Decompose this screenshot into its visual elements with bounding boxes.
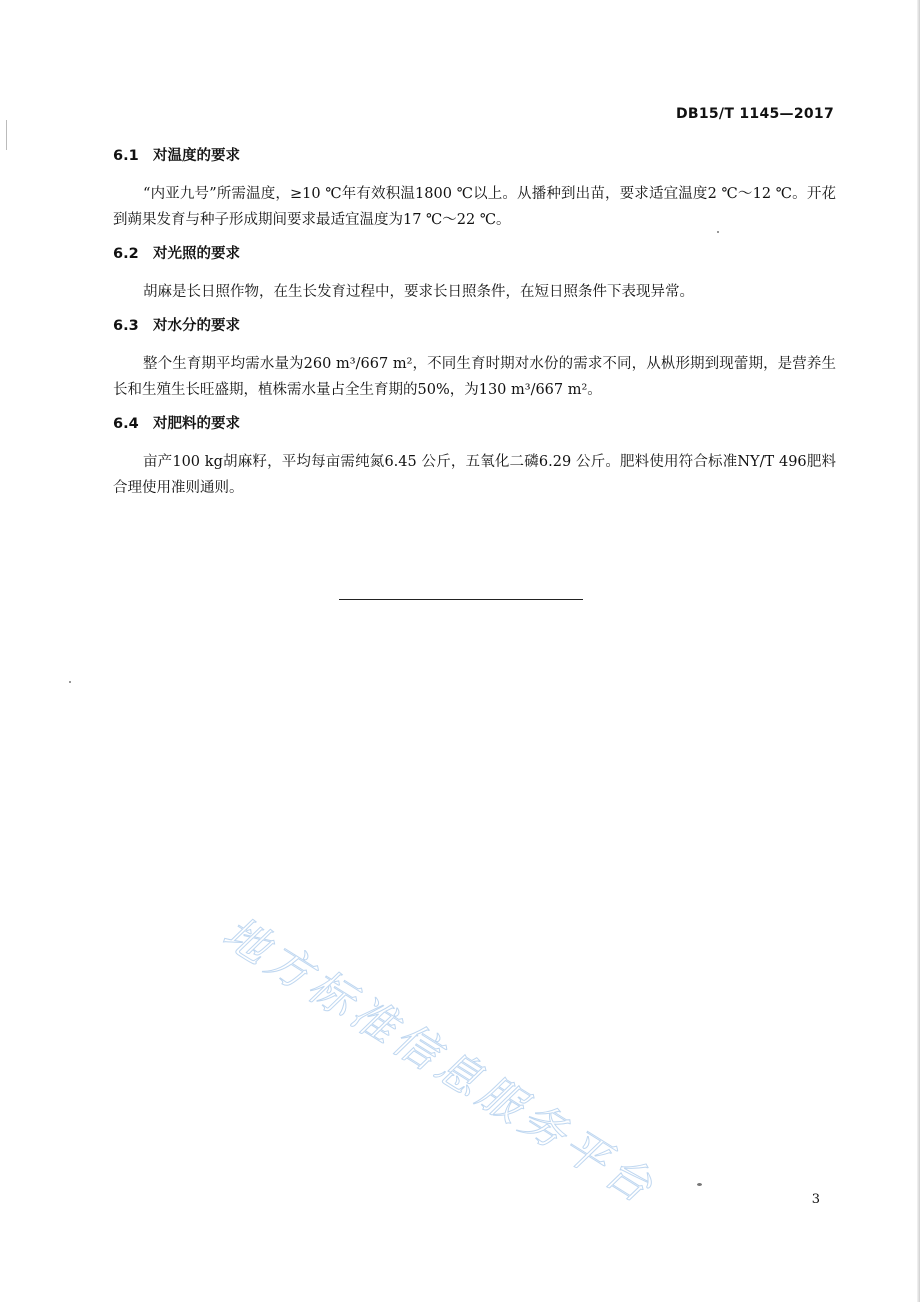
watermark: 地方标准信息服务平台 bbox=[214, 907, 666, 1216]
section-heading bbox=[113, 414, 836, 434]
section-number: 6.2 bbox=[113, 246, 139, 262]
section-6-1 bbox=[113, 146, 836, 233]
end-of-text-rule bbox=[339, 599, 583, 600]
section-title: 对水分的要求 bbox=[153, 318, 240, 334]
scan-speck bbox=[6, 120, 7, 150]
section-number: 6.1 bbox=[113, 148, 139, 164]
section-6-4 bbox=[113, 414, 836, 501]
section-body: 亩产100 kg胡麻籽，平均每亩需纯氮6.45 公斤，五氧化二磷6.29 公斤。肥料使用符合标准NY/T 496肥料合理使用准则通则。 bbox=[113, 454, 836, 496]
section-title: 对温度的要求 bbox=[153, 148, 240, 164]
section-6-3 bbox=[113, 316, 836, 403]
document-code: DB15/T 1145—2017 bbox=[675, 106, 834, 122]
scan-speck bbox=[69, 681, 71, 683]
section-title: 对肥料的要求 bbox=[153, 416, 240, 432]
section-heading bbox=[113, 244, 836, 264]
section-heading bbox=[113, 146, 836, 166]
section-body: “内亚九号”所需温度，≥10 ℃年有效积温1800 ℃以上。从播种到出苗，要求适宜温度2 ℃～12 ℃。开花到蒴果发育与种子形成期间要求最适宜温度为17 ℃～22 ℃。 bbox=[113, 186, 836, 228]
page-number: 3 bbox=[811, 1192, 820, 1207]
section-body: 胡麻是长日照作物，在生长发育过程中，要求长日照条件，在短日照条件下表现异常。 bbox=[143, 284, 694, 300]
scan-speck bbox=[697, 1183, 702, 1186]
section-body: 整个生育期平均需水量为260 m³/667 m²，不同生育时期对水份的需求不同，从枞形期到现蕾期，是营养生长和生殖生长旺盛期，植株需水量占全生育期的50%，为130 m³/667 m²。 bbox=[113, 356, 836, 398]
section-number: 6.4 bbox=[113, 416, 139, 432]
section-number: 6.3 bbox=[113, 318, 139, 334]
section-title: 对光照的要求 bbox=[153, 246, 240, 262]
section-6-2 bbox=[113, 244, 836, 305]
scan-speck bbox=[717, 231, 719, 233]
section-heading bbox=[113, 316, 836, 336]
sections-container bbox=[113, 146, 836, 512]
